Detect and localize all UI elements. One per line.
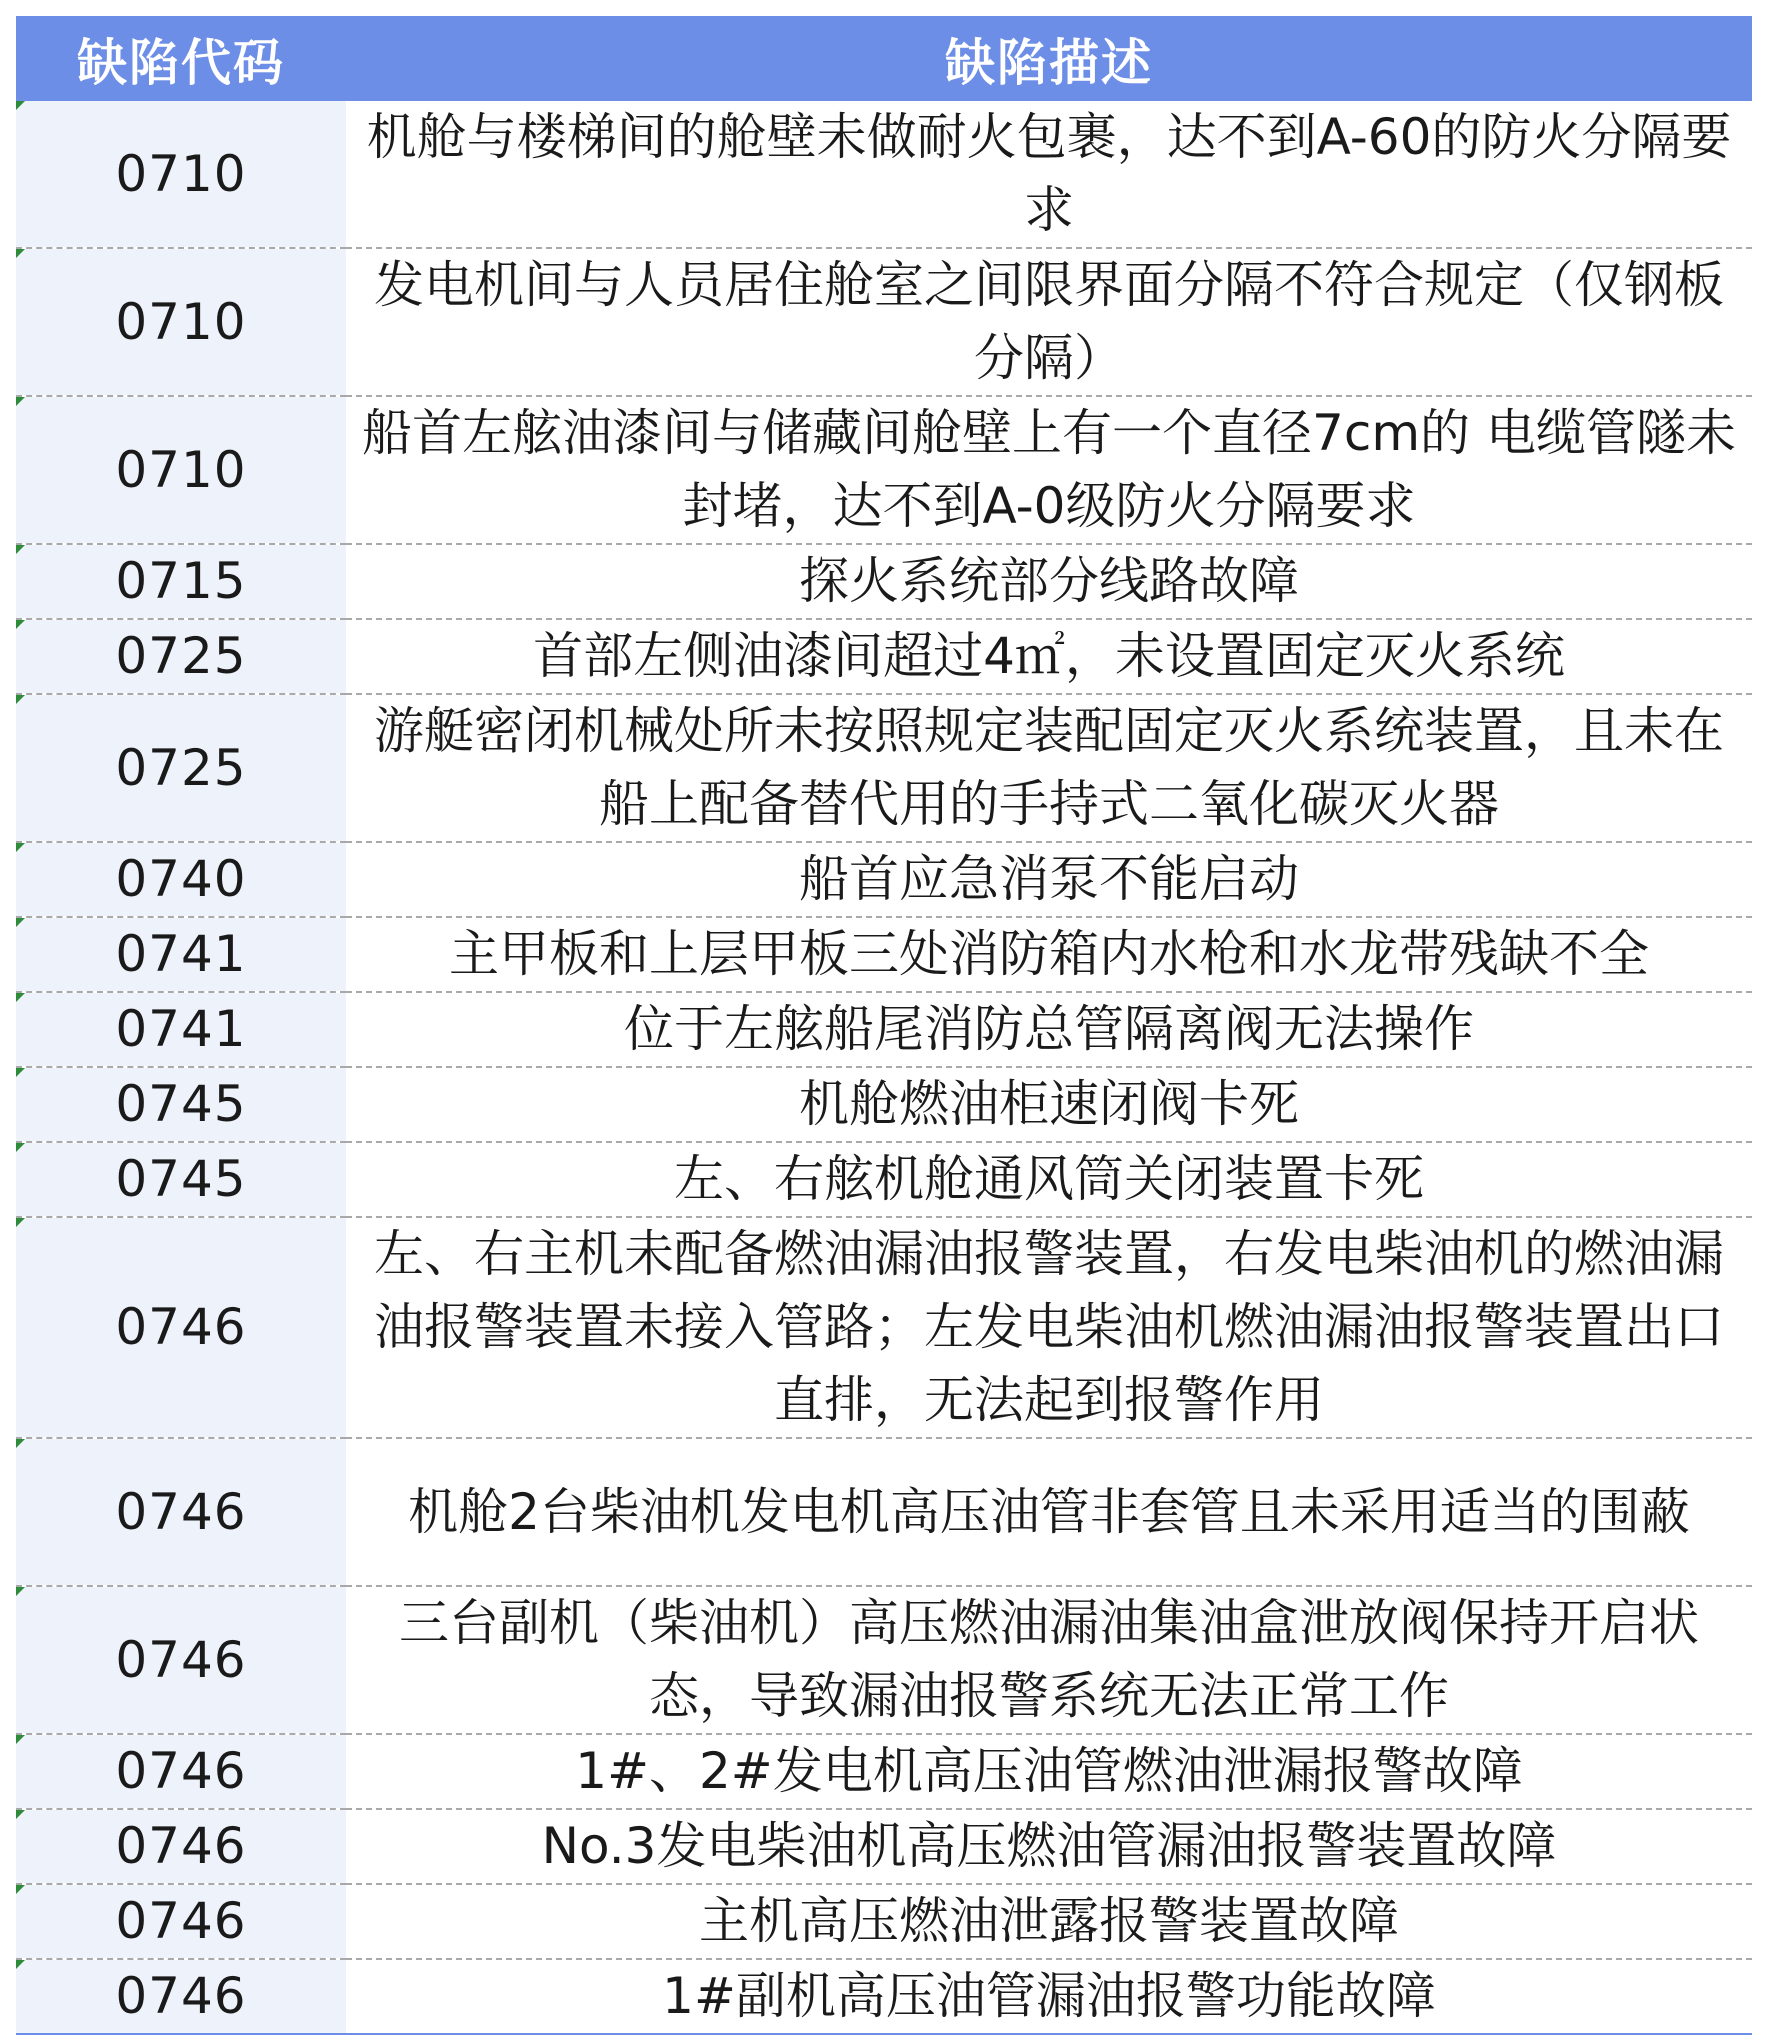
defect-table [16,16,1752,2035]
header-defect-code: 缺陷代码 [16,16,346,101]
table-row [16,842,1752,917]
table-row [16,544,1752,619]
defect-description-cell: 游艇密闭机械处所未按照规定装配固定灭火系统装置，且未在船上配备替代用的手持式二氧化碳灭火器 [346,694,1752,842]
defect-code-cell: 0710 [16,396,346,544]
defect-code-cell: 0746 [16,1734,346,1809]
defect-code-cell: 0740 [16,842,346,917]
defect-description-cell: 船首应急消泵不能启动 [346,842,1752,917]
table-row [16,1142,1752,1217]
table-row [16,1809,1752,1884]
defect-description-cell: 船首左舷油漆间与储藏间舱壁上有一个直径7cm的 电缆管隧未封堵，达不到A-0级防火分隔要求 [346,396,1752,544]
defect-description-cell: 机舱燃油柜速闭阀卡死 [346,1067,1752,1142]
defect-code-cell: 0725 [16,619,346,694]
defect-code-cell: 0725 [16,694,346,842]
defect-description-cell: 主机高压燃油泄露报警装置故障 [346,1884,1752,1959]
table-row [16,101,1752,248]
table-row [16,1884,1752,1959]
defect-code-cell: 0745 [16,1142,346,1217]
defect-code-cell: 0746 [16,1586,346,1734]
defect-description-cell: 机舱与楼梯间的舱壁未做耐火包裹，达不到A-60的防火分隔要求 [346,101,1752,248]
defect-code-cell: 0710 [16,101,346,248]
defect-description-cell: 机舱2台柴油机发电机高压油管非套管且未采用适当的围蔽 [346,1438,1752,1586]
defect-sheet [16,16,1752,2035]
table-row [16,619,1752,694]
table-row [16,1586,1752,1734]
table-row [16,917,1752,992]
table-row [16,1734,1752,1809]
table-row [16,1959,1752,2034]
table-row [16,396,1752,544]
table-row [16,1067,1752,1142]
defect-description-cell: No.3发电柴油机高压燃油管漏油报警装置故障 [346,1809,1752,1884]
defect-description-cell: 1#、2#发电机高压油管燃油泄漏报警故障 [346,1734,1752,1809]
table-row [16,1217,1752,1438]
defect-code-cell: 0745 [16,1067,346,1142]
defect-description-cell: 1#副机高压油管漏油报警功能故障 [346,1959,1752,2034]
defect-description-cell: 三台副机（柴油机）高压燃油漏油集油盒泄放阀保持开启状态，导致漏油报警系统无法正常工作 [346,1586,1752,1734]
defect-description-cell: 发电机间与人员居住舱室之间限界面分隔不符合规定（仅钢板分隔） [346,248,1752,396]
defect-description-cell: 首部左侧油漆间超过4㎡，未设置固定灭火系统 [346,619,1752,694]
defect-code-cell: 0715 [16,544,346,619]
defect-code-cell: 0746 [16,1809,346,1884]
header-defect-description: 缺陷描述 [346,16,1752,101]
defect-code-cell: 0746 [16,1884,346,1959]
table-row [16,248,1752,396]
defect-description-cell: 左、右舷机舱通风筒关闭装置卡死 [346,1142,1752,1217]
header-row [16,16,1752,101]
defect-code-cell: 0746 [16,1217,346,1438]
defect-code-cell: 0710 [16,248,346,396]
defect-description-cell: 探火系统部分线路故障 [346,544,1752,619]
defect-code-cell: 0741 [16,992,346,1067]
defect-code-cell: 0741 [16,917,346,992]
defect-description-cell: 位于左舷船尾消防总管隔离阀无法操作 [346,992,1752,1067]
table-row [16,1438,1752,1586]
table-row [16,694,1752,842]
defect-code-cell: 0746 [16,1959,346,2034]
defect-code-cell: 0746 [16,1438,346,1586]
table-header [16,16,1752,101]
defect-description-cell: 主甲板和上层甲板三处消防箱内水枪和水龙带残缺不全 [346,917,1752,992]
table-body [16,101,1752,2034]
defect-description-cell: 左、右主机未配备燃油漏油报警装置，右发电柴油机的燃油漏油报警装置未接入管路；左发电柴油机燃油漏油报警装置出口直排，无法起到报警作用 [346,1217,1752,1438]
table-row [16,992,1752,1067]
